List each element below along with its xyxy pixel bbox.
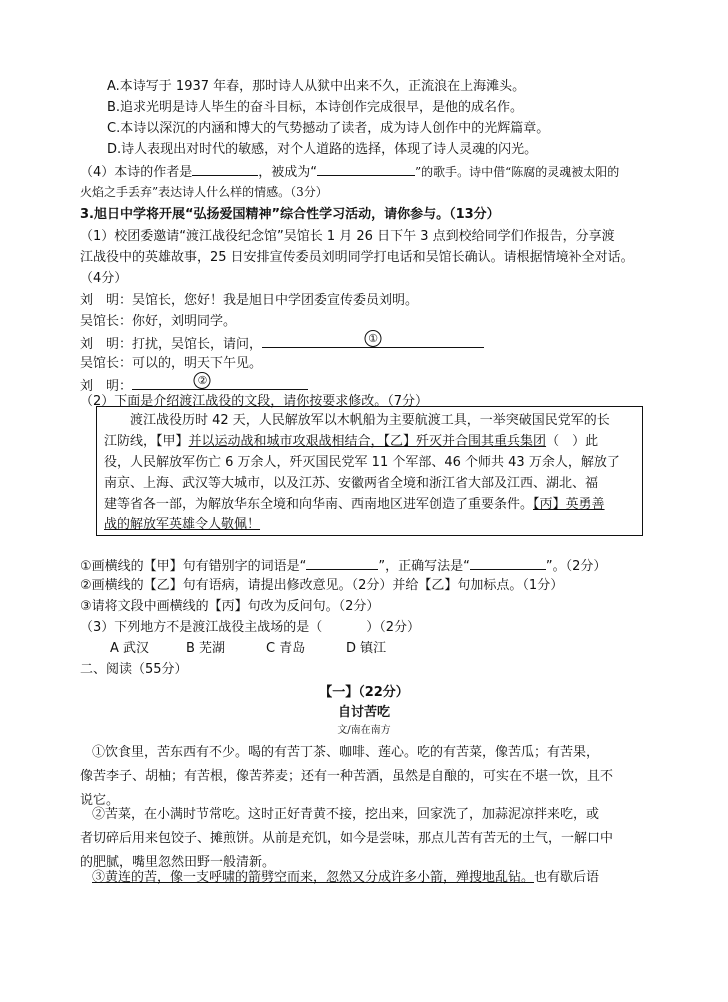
question-3-1-line1: （1）校团委邀请“渡江战役纪念馆”吴馆长 1 月 26 日下午 3 点到校给同学们作报告，分享渡 [80,229,615,244]
passage-line-3: 役，人民解放军伤亡 6 万余人，歼灭国民党军 11 个军部、46 个师共 43 万余人，解放了 [104,455,620,470]
sentence-bing-start: 【丙】英勇善 [533,497,605,512]
task-1-blank-wrong[interactable] [306,555,378,570]
choice-c: C.本诗以深沉的内涵和博大的气势撼动了读者，成为诗人创作中的光辉篇章。 [107,121,550,136]
question-3-1-line3: （4分） [80,271,128,286]
task-3: ③请将文段中画横线的【丙】句改为反问句。（2分） [80,599,380,614]
option-a[interactable]: A 武汉 [110,641,150,656]
option-d[interactable]: D 镇江 [346,641,387,656]
dialogue-blank-2[interactable] [132,375,308,390]
sentence-bing-end: 战的解放军英雄令人敬佩！ [104,517,261,532]
reading-p3-line1: ③黄连的苦，像一支呼啸的箭劈空而来，忽然又分成许多小箭，殚搜地乱钻。也有歇后语 [92,870,600,885]
dialogue-line-3: 刘 明：打扰，吴馆长，请问， ① [80,333,484,355]
reading-p2-line3: 的肥腻，嘴里忽然田野一般清新。 [80,855,276,870]
reading-p1-line3: 说它。 [80,793,120,808]
choice-a: A.本诗写于 1937 年春，那时诗人从狱中出来不久，正流浪在上海滩头。 [107,79,526,94]
task-1-blank-correct[interactable] [470,555,546,570]
question-4-line2: 火焰之手丢弃”表达诗人什么样的情感。（3分） [80,185,328,199]
passage-line-5: 建等省各一部，为解放华东全境和向华南、西南地区进军创造了重要条件。【丙】英勇善 [104,497,605,512]
task-1: ①画横线的【甲】句有错别字的词语是“ ”，正确写法是“ ”。（2分） [80,555,606,577]
question-3-2-title: （2）下面是介绍渡江战役的文段，请你按要求修改。（7分） [80,394,429,409]
dialogue-line-5: 刘 明： ② [80,375,308,397]
reading-article-title: 自讨苦吃 [337,705,390,720]
dialogue-line-4: 吴馆长：可以的，明天下午见。 [80,356,263,371]
reading-p2-line2: 者切碎后用来包饺子、摊煎饼。从前是充饥，如今是尝味，那点儿苦有苦无的土气，一解口中 [80,831,614,846]
passage-line-1: 渡江战役历时 42 天，人民解放军以木帆船为主要航渡工具，一举突破国民党军的长 [130,413,610,428]
task-2: ②画横线的【乙】句有语病，请提出修改意见。（2分）并给【乙】句加标点。（1分） [80,578,564,593]
passage-line-2: 江防线，【甲】并以运动战和城市攻艰战相结合，【乙】歼灭并合围其重兵集团（ ）此 [104,434,599,449]
choice-b: B.追求光明是诗人毕生的奋斗目标，本诗创作完成很早，是他的成名作。 [107,100,524,115]
question-3-title: 3.旭日中学将开展“弘扬爱国精神”综合性学习活动，请你参与。（13分） [80,207,500,222]
answer-blank-title[interactable] [317,161,415,176]
reading-p3-underlined: ③黄连的苦，像一支呼啸的箭劈空而来，忽然又分成许多小箭，殚搜地乱钻。 [92,870,535,885]
reading-author: 文/南在南方 [337,725,391,736]
passage-line-4: 南京、上海、武汉等大城市，以及江苏、安徽两省全境和浙江省大部及江西、湖北、福 [104,476,599,491]
dialogue-line-1: 刘 明：吴馆长，您好！我是旭日中学团委宣传委员刘明。 [80,293,419,308]
reading-p1-line2: 像苦李子、胡柚；有苦根，像苦荞麦；还有一种苦酒，虽然是自酿的，可实在不堪一饮，且不 [80,769,614,784]
reading-part-heading: 【一】（22分） [319,685,409,700]
choice-d: D.诗人表现出对时代的敏感，对个人道路的选择，体现了诗人灵魂的闪光。 [107,142,538,157]
blank-number-1: ① [365,330,382,347]
reading-p2-line1: ②苦菜，在小满时节常吃。这时正好青黄不接，挖出来，回家洗了，加蒜泥凉拌来吃，或 [92,807,600,822]
sentence-jia: 并以运动战和城市攻艰战相结合， [188,434,384,449]
reading-p1-line1: ①饮食里，苦东西有不少。喝的有苦丁茶、咖啡、莲心。吃的有苦菜，像苦瓜；有苦果， [92,745,600,760]
sentence-yi-label: 【乙】 [383,434,417,449]
dialogue-blank-1[interactable] [262,333,484,348]
answer-blank-author[interactable] [192,161,258,176]
dialogue-line-2: 吴馆长：你好，刘明同学。 [80,314,237,329]
question-3-1-line2: 江战役中的英雄故事，25 日安排宣传委员刘明同学打电话和吴馆长确认。请根据情境补全对话。 [80,250,634,265]
sentence-yi: 歼灭并合围其重兵集团 [416,434,547,449]
option-c[interactable]: C 青岛 [266,641,306,656]
blank-number-2: ② [194,372,211,389]
section-reading-title: 二、阅读（55分） [80,662,188,677]
option-b[interactable]: B 芜湖 [186,641,226,656]
question-3-3: （3）下列地方不是渡江战役主战场的是（ ）（2分） [80,620,421,635]
question-4-line1: （4）本诗的作者是 ，被成为“ ”的歌手。诗中借“陈腐的灵魂被太阳的 [80,161,619,183]
